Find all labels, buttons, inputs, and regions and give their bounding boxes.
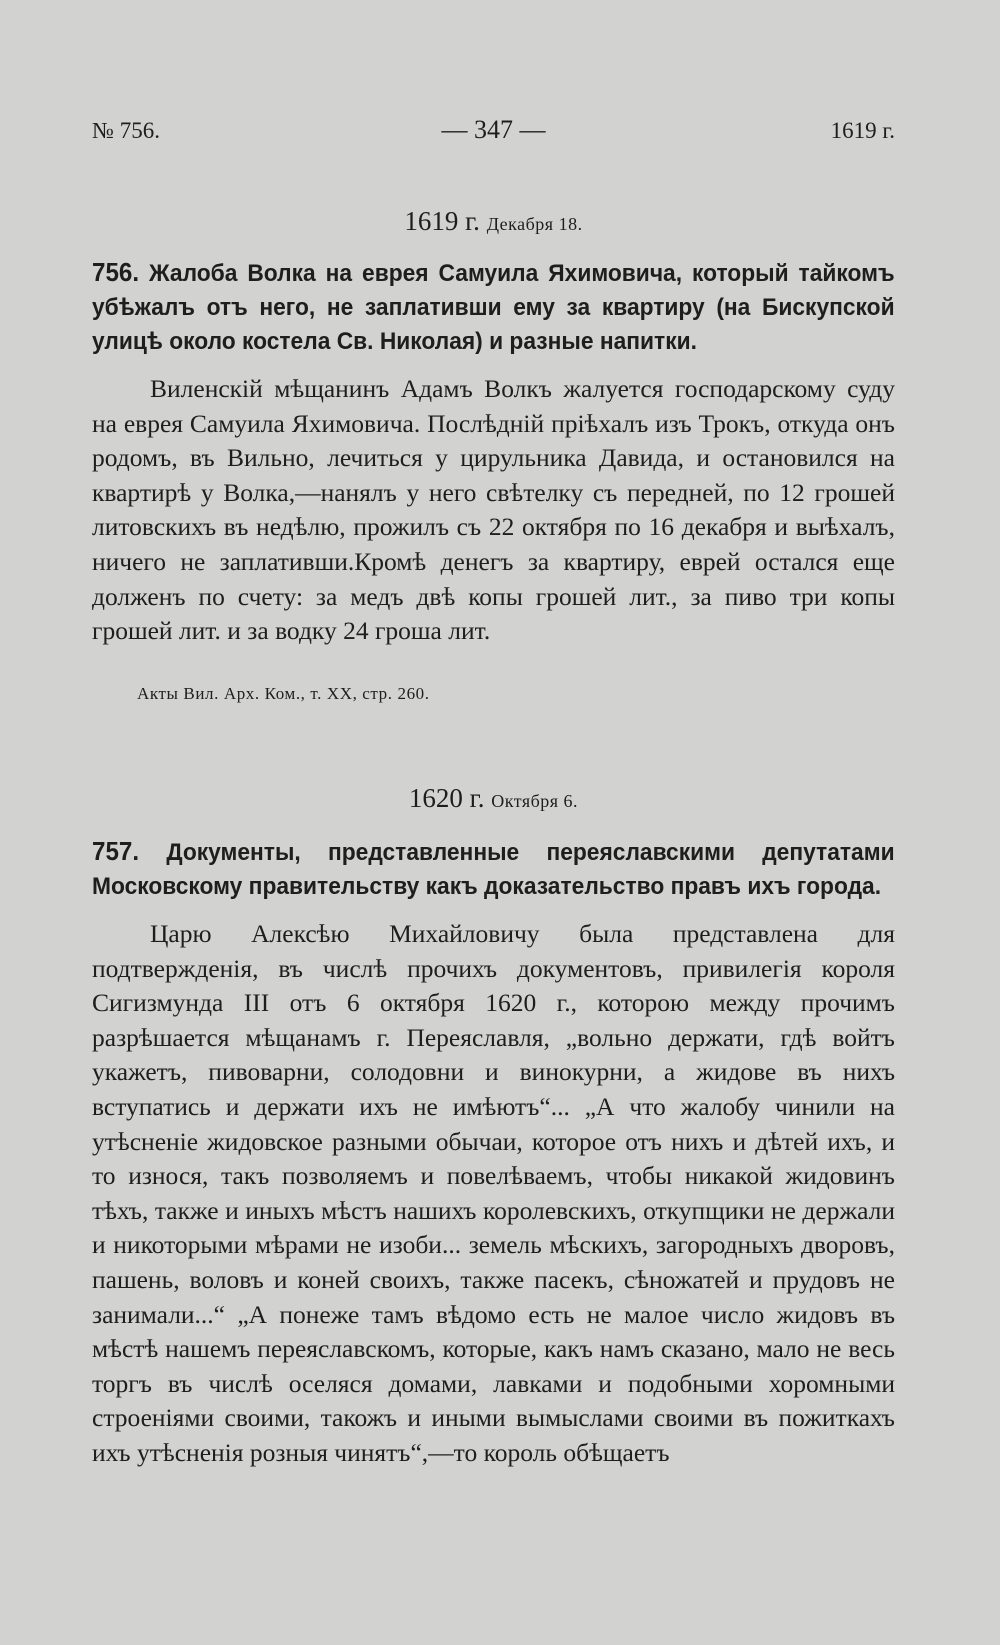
document-number-header: № 756. — [92, 118, 160, 143]
entry-title — [92, 834, 895, 904]
entry-date-month: Октября 6. — [491, 791, 579, 811]
entry-date-year: 1619 г. — [404, 206, 480, 236]
entry-title-text: Жалоба Волка на еврея Самуила Яхимовича, который тайкомъ убѣжалъ отъ него, не заплативши ему за квартиру (на Бискупской улицѣ около костела Св. Николая) и разные напитки. — [92, 260, 895, 355]
entry-date-month: Декабря 18. — [486, 214, 583, 234]
running-head — [92, 115, 895, 150]
entry-number: 757. — [92, 836, 140, 866]
page-number: — 347 — — [441, 115, 546, 144]
entry-number: 756. — [92, 257, 140, 287]
entry-date — [92, 783, 895, 814]
year-header: 1619 г. — [830, 118, 895, 143]
entry-source: Акты Вил. Арх. Ком., т. XX, стр. 260. — [137, 684, 430, 703]
entry-date-year: 1620 г. — [408, 783, 485, 813]
entry-title — [92, 255, 895, 359]
entry-date — [92, 206, 895, 237]
entry-body: Царю Алексѣю Михайловичу была представлена для подтвержденія, въ числѣ прочихъ документовъ, привилегія короля Сигизмунда III отъ 6 октября 1620 г., которою между прочимъ разрѣшается мѣщанамъ г. Переяславля, „вольно держати, гдѣ войтъ укажетъ, пивоварни, солодовни и винокурни, а жидове въ нихъ вступатись и держати ихъ не имѣютъ“... „А что жалобу чинили на утѣсненіе жидовское разными обычаи, которое отъ нихъ и дѣтей ихъ, и то износя, такъ позволяемъ и повелѣваемъ, чтобы никакой жидовинъ тѣхъ, также и иныхъ мѣстъ нашихъ королевскихъ, откупщики не держали и никоторыми мѣрами не изоби... земель мѣскихъ, загородныхъ дворовъ, пашень, воловъ и коней своихъ, также пасекъ, сѣножатей и прудовъ не занимали...“ „А понеже тамъ вѣдомо есть не малое число жидовъ въ мѣстѣ нашемъ переяславскомъ, которые, какъ намъ сказано, мало не весь торгъ въ числѣ оселяся домами, лавками и подобными хоромными строеніями своими, такожъ и иными вымыслами своими въ пожиткахъ ихъ утѣсненія розныя чинятъ“,—то король обѣщаетъ — [92, 919, 895, 1467]
entry-title-text: Документы, представленные переяславскими депутатами Московскому правительству какъ доказательство правъ ихъ города. — [92, 839, 895, 900]
entry-body: Виленскій мѣщанинъ Адамъ Волкъ жалуется господарскому суду на еврея Самуила Яхимовича. Послѣдній пріѣхалъ изъ Трокъ, откуда онъ родомъ, въ Вильно, лечиться у цирульника Давида, и остановился на квартирѣ у Волка,—нанялъ у него свѣтелку съ передней, по 12 грошей литовскихъ въ недѣлю, прожилъ съ 22 октября по 16 декабря и выѣхалъ, ничего не заплативши.Кромѣ денегъ за квартиру, еврей остался еще долженъ по счету: за медъ двѣ копы грошей лит., за пиво три копы грошей лит. и за водку 24 гроша лит. — [92, 374, 895, 646]
